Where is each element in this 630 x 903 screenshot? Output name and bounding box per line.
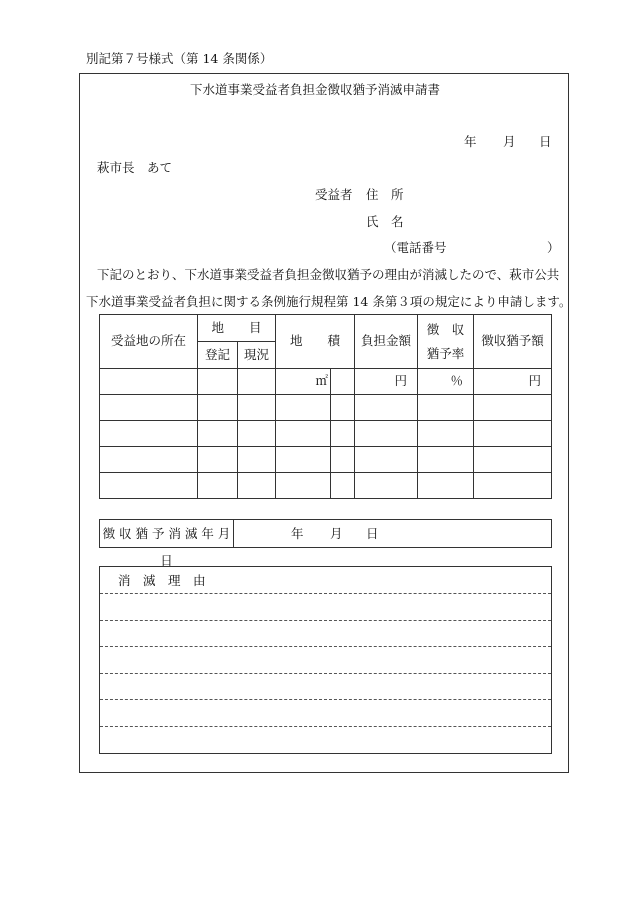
amount-unit: 円 <box>394 373 407 389</box>
phone-close-paren: ） <box>547 240 560 255</box>
beneficiary-label: 受益者 <box>315 187 353 202</box>
area-fraction-cell[interactable] <box>331 421 355 447</box>
area-cell[interactable] <box>276 447 331 473</box>
header-rate-line1: 徴 収 <box>426 321 465 337</box>
registered-cell[interactable] <box>198 395 238 421</box>
location-cell[interactable] <box>100 421 198 447</box>
table-row <box>100 447 552 473</box>
area-fraction-cell[interactable] <box>331 369 355 395</box>
amount-cell[interactable] <box>355 369 418 395</box>
deferred-cell[interactable] <box>474 473 552 499</box>
header-land-category: 地 目 <box>198 315 276 342</box>
rate-cell[interactable] <box>418 447 474 473</box>
addressee: 萩市長 あて <box>97 160 173 175</box>
registered-cell[interactable] <box>198 369 238 395</box>
current-cell[interactable] <box>238 473 276 499</box>
reason-line[interactable] <box>100 620 551 621</box>
table-row <box>100 395 552 421</box>
area-fraction-cell[interactable] <box>331 447 355 473</box>
area-fraction-cell[interactable] <box>331 395 355 421</box>
current-cell[interactable] <box>238 447 276 473</box>
form-number-label: 別記第７号様式（第 14 条関係） <box>86 51 273 66</box>
header-deferred-amount: 徴収猶予額 <box>474 315 552 369</box>
body-text-line-2: 下水道事業受益者負担に関する条例施行規程第 14 条第３項の規定により申請します。 <box>86 294 572 309</box>
registered-cell[interactable] <box>198 473 238 499</box>
registered-cell[interactable] <box>198 447 238 473</box>
date-month-label: 月 <box>503 134 516 149</box>
header-current: 現況 <box>238 342 276 369</box>
area-cell[interactable] <box>276 369 331 395</box>
rate-cell[interactable] <box>418 473 474 499</box>
name-label: 氏 名 <box>366 214 404 229</box>
rate-cell[interactable] <box>418 395 474 421</box>
reason-label: 消 滅 理 由 <box>118 573 206 588</box>
table-row <box>100 369 552 395</box>
table-row <box>100 473 552 499</box>
current-cell[interactable] <box>238 395 276 421</box>
header-rate <box>418 315 474 369</box>
area-unit: ㎡ <box>315 373 328 389</box>
table-row <box>100 421 552 447</box>
amount-cell[interactable] <box>355 473 418 499</box>
header-rate-line2: 猶予率 <box>426 345 465 361</box>
header-location: 受益地の所在 <box>100 315 198 369</box>
revocation-day-label: 日 <box>366 526 379 541</box>
location-cell[interactable] <box>100 473 198 499</box>
rate-cell[interactable] <box>418 369 474 395</box>
reason-line[interactable] <box>100 646 551 647</box>
location-cell[interactable] <box>100 395 198 421</box>
body-text-line-1: 下記のとおり、下水道事業受益者負担金徴収猶予の理由が消滅したので、萩市公共 <box>97 267 560 282</box>
deferred-cell[interactable] <box>474 395 552 421</box>
revocation-year-label: 年 <box>291 526 304 541</box>
reason-line[interactable] <box>100 699 551 700</box>
revocation-reason-box <box>99 566 552 754</box>
deferred-cell[interactable] <box>474 421 552 447</box>
reason-line[interactable] <box>100 593 551 594</box>
deferred-cell[interactable] <box>474 369 552 395</box>
amount-cell[interactable] <box>355 447 418 473</box>
area-cell[interactable] <box>276 421 331 447</box>
revocation-date-box <box>99 519 552 568</box>
registered-cell[interactable] <box>198 421 238 447</box>
location-cell[interactable] <box>100 447 198 473</box>
deferred-unit: 円 <box>528 373 541 389</box>
amount-cell[interactable] <box>355 421 418 447</box>
rate-cell[interactable] <box>418 421 474 447</box>
area-cell[interactable] <box>276 395 331 421</box>
form-title: 下水道事業受益者負担金徴収猶予消滅申請書 <box>189 82 440 97</box>
reason-line[interactable] <box>100 726 551 727</box>
header-amount: 負担金額 <box>355 315 418 369</box>
revocation-date-label: 徴 収 猶 予 消 滅 年 月 日 <box>100 520 234 547</box>
header-area: 地 積 <box>276 315 355 369</box>
location-cell[interactable] <box>100 369 198 395</box>
reason-line[interactable] <box>100 673 551 674</box>
date-year-label: 年 <box>464 134 477 149</box>
current-cell[interactable] <box>238 369 276 395</box>
phone-label: （電話番号 <box>384 240 447 255</box>
area-cell[interactable] <box>276 473 331 499</box>
land-table <box>99 314 552 499</box>
amount-cell[interactable] <box>355 395 418 421</box>
deferred-cell[interactable] <box>474 447 552 473</box>
area-fraction-cell[interactable] <box>331 473 355 499</box>
address-label: 住 所 <box>366 187 404 202</box>
rate-unit: ％ <box>450 373 463 389</box>
current-cell[interactable] <box>238 421 276 447</box>
date-day-label: 日 <box>539 134 552 149</box>
header-registered: 登記 <box>198 342 238 369</box>
revocation-month-label: 月 <box>330 526 343 541</box>
